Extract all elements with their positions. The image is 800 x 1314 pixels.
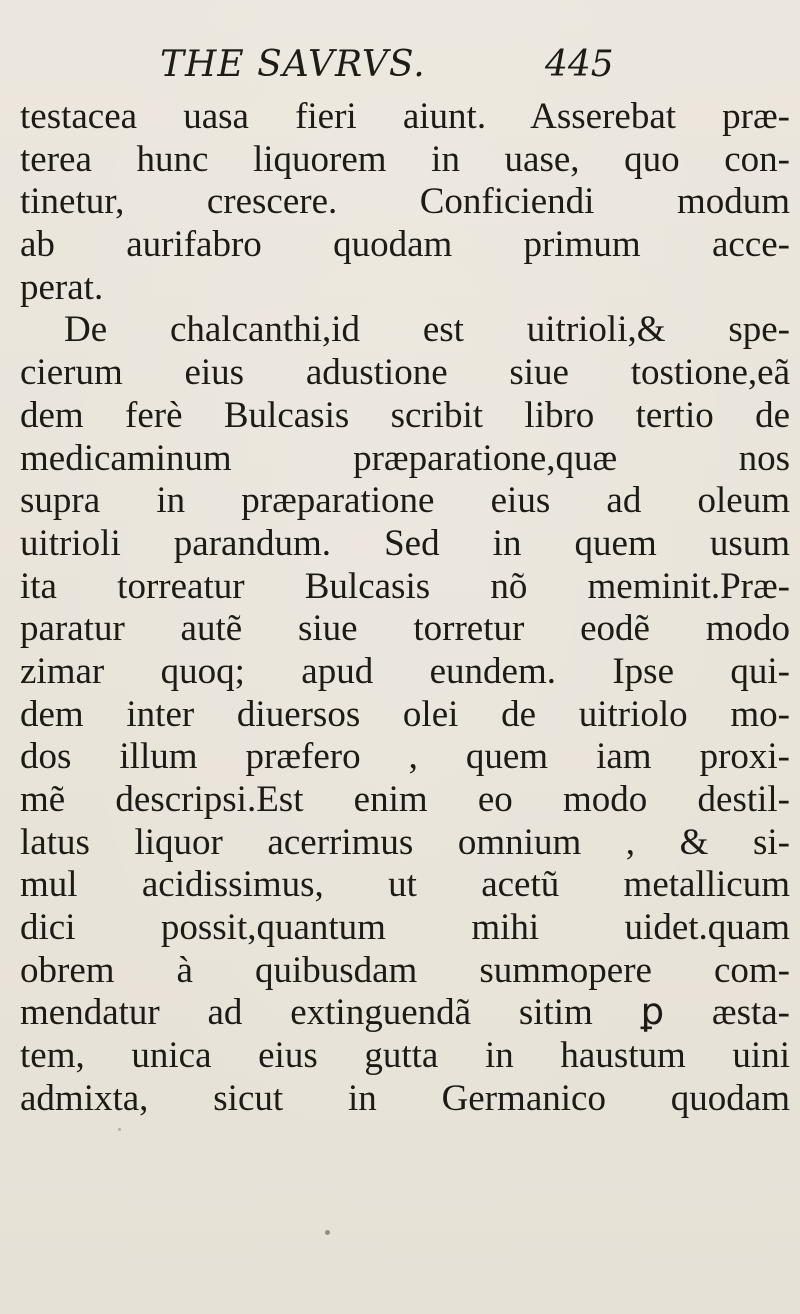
text-line: zimar quoq; apud eundem. Ipse qui- (20, 650, 790, 692)
text-line: obrem à quibusdam summopere com- (20, 949, 790, 991)
text-line: tem, unica eius gutta in haustum uini (20, 1035, 790, 1077)
text-line: testacea uasa fieri aiunt. Asserebat præ- (20, 96, 790, 137)
text-line: ita torreatur Bulcasis nõ meminit.Præ- (20, 565, 790, 607)
text-line: dos illum præfero , quem iam proxi- (20, 736, 790, 778)
text-line: admixta, sicut in Germanico quodam (20, 1077, 790, 1119)
text-line: uitrioli parandum. Sed in quem usum (20, 522, 790, 564)
text-line: dem inter diuersos olei de uitriolo mo- (20, 693, 790, 735)
running-head: THE SAVRVS. (160, 44, 426, 85)
page-number: 445 (545, 44, 614, 85)
text-line: supra in præparatione eius ad oleum (20, 480, 790, 522)
text-line: perat. (20, 266, 104, 308)
page-header (0, 44, 800, 96)
text-line: paratur autẽ siue torretur eodẽ modo (20, 608, 790, 650)
text-line: ab aurifabro quodam primum acce- (20, 224, 790, 266)
text-line: medicaminum præparatione,quæ nos (20, 437, 790, 479)
text-line: dici possit,quantum mihi uidet.quam (20, 907, 790, 949)
text-line: mul acidissimus, ut acetũ metallicum (20, 864, 790, 906)
text-line: cierum eius adustione siue tostione,eã (20, 352, 790, 394)
text-line: tinetur, crescere. Conficiendi modum (20, 181, 790, 223)
text-line: mẽ descripsi.Est enim eo modo destil- (20, 779, 790, 820)
text-line: terea hunc liquorem in uase, quo con- (20, 138, 790, 180)
text-line: dem ferè Bulcasis scribit libro tertio de (20, 394, 790, 436)
ink-speck (325, 1230, 330, 1235)
ink-speck (118, 1128, 121, 1131)
text-line: latus liquor acerrimus omnium , & si- (20, 821, 790, 863)
body-text (20, 96, 790, 1121)
text-line: De chalcanthi,id est uitrioli,& spe- (64, 309, 790, 351)
text-line: mendatur ad extinguendã sitim ꝑ æsta- (20, 992, 790, 1034)
